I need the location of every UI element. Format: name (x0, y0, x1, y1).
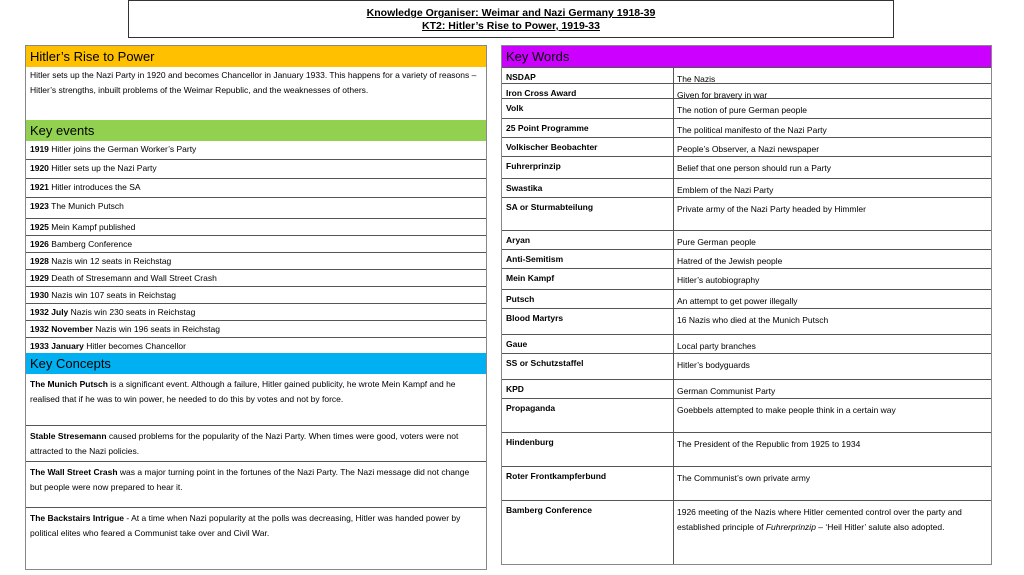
key-event-text: Nazis win 196 seats in Reichstag (92, 324, 220, 334)
key-event-year: 1928 (30, 256, 49, 266)
key-word-definition-part: 1926 meeting of the Nazis where Hitler cemented control over the party and established principle of (677, 507, 962, 532)
key-word-term: SA or Sturmabteilung (506, 202, 594, 212)
key-word-term: Fuhrerprinzip (506, 161, 561, 171)
key-word-definition: Private army of the Nazi Party headed by Himmler (677, 204, 866, 214)
key-event-row (26, 253, 486, 270)
key-word-definition: Goebbels attempted to make people think in a certain way (677, 405, 896, 415)
key-event-row (26, 160, 486, 179)
key-word-row (502, 138, 991, 157)
key-word-term: NSDAP (506, 72, 536, 82)
key-event-text: Death of Stresemann and Wall Street Crash (48, 273, 217, 283)
key-word-term: Blood Martyrs (506, 313, 564, 323)
key-word-row (502, 309, 991, 335)
key-event-year: 1921 (30, 182, 49, 192)
key-concept-item (26, 426, 486, 462)
key-word-definition: Given for bravery in war (677, 90, 768, 100)
left-panel (25, 45, 487, 570)
key-event-year: 1932 July (30, 307, 69, 317)
key-concept-term: Stable Stresemann (30, 431, 107, 441)
key-event-row (26, 321, 486, 338)
key-word-row (502, 157, 991, 179)
key-event-year: 1925 (30, 222, 49, 232)
key-word-definition: German Communist Party (677, 386, 776, 396)
key-word-row (502, 84, 991, 99)
key-event-year: 1923 (30, 201, 49, 211)
key-word-term: Hindenburg (506, 437, 554, 447)
key-event-year: 1929 (30, 273, 49, 283)
rise-header: Hitler’s Rise to Power (26, 46, 486, 67)
key-concept-term: The Munich Putsch (30, 379, 108, 389)
key-word-definition: The notion of pure German people (677, 105, 807, 115)
key-word-row (502, 399, 991, 433)
key-word-term: Anti-Semitism (506, 254, 564, 264)
key-event-text: The Munich Putsch (48, 201, 124, 211)
key-event-row (26, 287, 486, 304)
key-words-header: Key Words (502, 46, 991, 67)
key-word-term: KPD (506, 384, 524, 394)
key-event-year: 1926 (30, 239, 49, 249)
key-word-term: Gaue (506, 339, 528, 349)
key-event-text: Bamberg Conference (48, 239, 133, 249)
key-event-row (26, 198, 486, 219)
key-event-text: Hitler becomes Chancellor (83, 341, 186, 351)
key-word-row (502, 290, 991, 309)
rise-intro-text: Hitler sets up the Nazi Party in 1920 and becomes Chancellor in January 1933. This happens for a variety of reasons – Hitler’s strengths, inbuilt problems of the Weimar Republic, and the weaknesses of others. (30, 70, 477, 95)
key-word-row (502, 99, 991, 119)
key-event-text: Nazis win 230 seats in Reichstag (68, 307, 196, 317)
key-word-definition: People’s Observer, a Nazi newspaper (677, 144, 820, 154)
key-event-row (26, 179, 486, 198)
key-word-row (502, 467, 991, 501)
key-event-text: Hitler joins the German Worker’s Party (48, 144, 197, 154)
key-word-row (502, 119, 991, 138)
key-word-term: Volk (506, 103, 524, 113)
key-word-term: Mein Kampf (506, 273, 555, 283)
key-concept-term: The Wall Street Crash (30, 467, 118, 477)
key-concept-term: The Backstairs Intrigue (30, 513, 125, 523)
key-concept-item (26, 508, 486, 570)
key-word-term: Roter Frontkampferbund (506, 471, 607, 481)
key-word-term: Aryan (506, 235, 531, 245)
key-word-term: Putsch (506, 294, 535, 304)
key-event-row (26, 141, 486, 160)
key-events-header: Key events (26, 120, 486, 141)
key-event-year: 1933 January (30, 341, 84, 351)
key-event-text: Hitler sets up the Nazi Party (48, 163, 157, 173)
key-word-row (502, 67, 991, 84)
key-event-year: 1932 November (30, 324, 93, 334)
key-event-year: 1930 (30, 290, 49, 300)
key-concept-item (26, 374, 486, 426)
key-event-year: 1919 (30, 144, 49, 154)
key-word-definition: Emblem of the Nazi Party (677, 185, 774, 195)
key-event-text: Mein Kampf published (48, 222, 136, 232)
key-event-row (26, 270, 486, 287)
key-event-row (26, 219, 486, 236)
key-word-row (502, 231, 991, 250)
key-event-text: Nazis win 12 seats in Reichstag (48, 256, 172, 266)
key-event-row (26, 236, 486, 253)
key-word-definition: Hitler’s autobiography (677, 275, 760, 285)
title-line-2: KT2: Hitler’s Rise to Power, 1919-33 (422, 20, 600, 32)
key-word-row (502, 269, 991, 290)
key-concept-text: caused problems for the popularity of the Nazi Party. When times were good, voters were not attracted to the Nazi policies. (30, 431, 459, 456)
key-word-definition-part: – ‘Heil Hitler’ salute also adopted. (815, 522, 945, 532)
key-word-definition: Pure German people (677, 237, 756, 247)
key-event-year: 1920 (30, 163, 49, 173)
key-concepts-header: Key Concepts (26, 353, 486, 374)
key-word-definition: Local party branches (677, 341, 756, 351)
key-word-definition: Hatred of the Jewish people (677, 256, 783, 266)
key-event-row (26, 304, 486, 321)
key-word-definition: Hitler’s bodyguards (677, 360, 750, 370)
key-word-term: Iron Cross Award (506, 88, 577, 98)
key-event-text: Hitler introduces the SA (48, 182, 141, 192)
key-word-definition (677, 505, 985, 535)
key-word-row (502, 335, 991, 354)
key-word-definition: The Communist’s own private army (677, 473, 811, 483)
key-event-text: Nazis win 107 seats in Reichstag (48, 290, 177, 300)
key-word-term: 25 Point Programme (506, 123, 589, 133)
key-word-row (502, 198, 991, 231)
key-word-term: Volkischer Beobachter (506, 142, 598, 152)
key-word-row (502, 250, 991, 269)
key-word-term: Propaganda (506, 403, 556, 413)
key-concept-text: was a major turning point in the fortunes of the Nazi Party. The Nazi message did not change but people were now prepared to hear it. (30, 467, 470, 492)
title-box (128, 0, 894, 38)
key-word-row (502, 179, 991, 198)
key-word-row (502, 354, 991, 380)
key-word-term: Bamberg Conference (506, 505, 592, 515)
key-word-definition-italic: Fuhrerprinzip (765, 522, 816, 532)
key-word-definition: An attempt to get power illegally (677, 296, 798, 306)
key-word-row (502, 380, 991, 399)
key-word-definition: The political manifesto of the Nazi Party (677, 125, 827, 135)
key-word-row (502, 501, 991, 566)
key-word-definition: The Nazis (677, 74, 716, 84)
key-concept-item (26, 462, 486, 508)
title-line-1: Knowledge Organiser: Weimar and Nazi Germany 1918-39 (366, 7, 656, 19)
key-concept-text: is a significant event. Although a failure, Hitler gained publicity, he wrote Mein Kampf and he realised that if he was to win power, he needed to do this by votes and not by force. (30, 379, 456, 404)
key-word-definition: The President of the Republic from 1925 to 1934 (677, 439, 861, 449)
right-panel (501, 45, 992, 565)
key-word-term: Swastika (506, 183, 543, 193)
key-concept-text: - At a time when Nazi popularity at the polls was decreasing, Hitler was handed power by political elites who feared a Communist take over and Civil War. (30, 513, 461, 538)
key-word-definition: Belief that one person should run a Party (677, 163, 832, 173)
key-word-term: SS or Schutzstaffel (506, 358, 584, 368)
key-word-definition: 16 Nazis who died at the Munich Putsch (677, 315, 829, 325)
key-word-row (502, 433, 991, 467)
